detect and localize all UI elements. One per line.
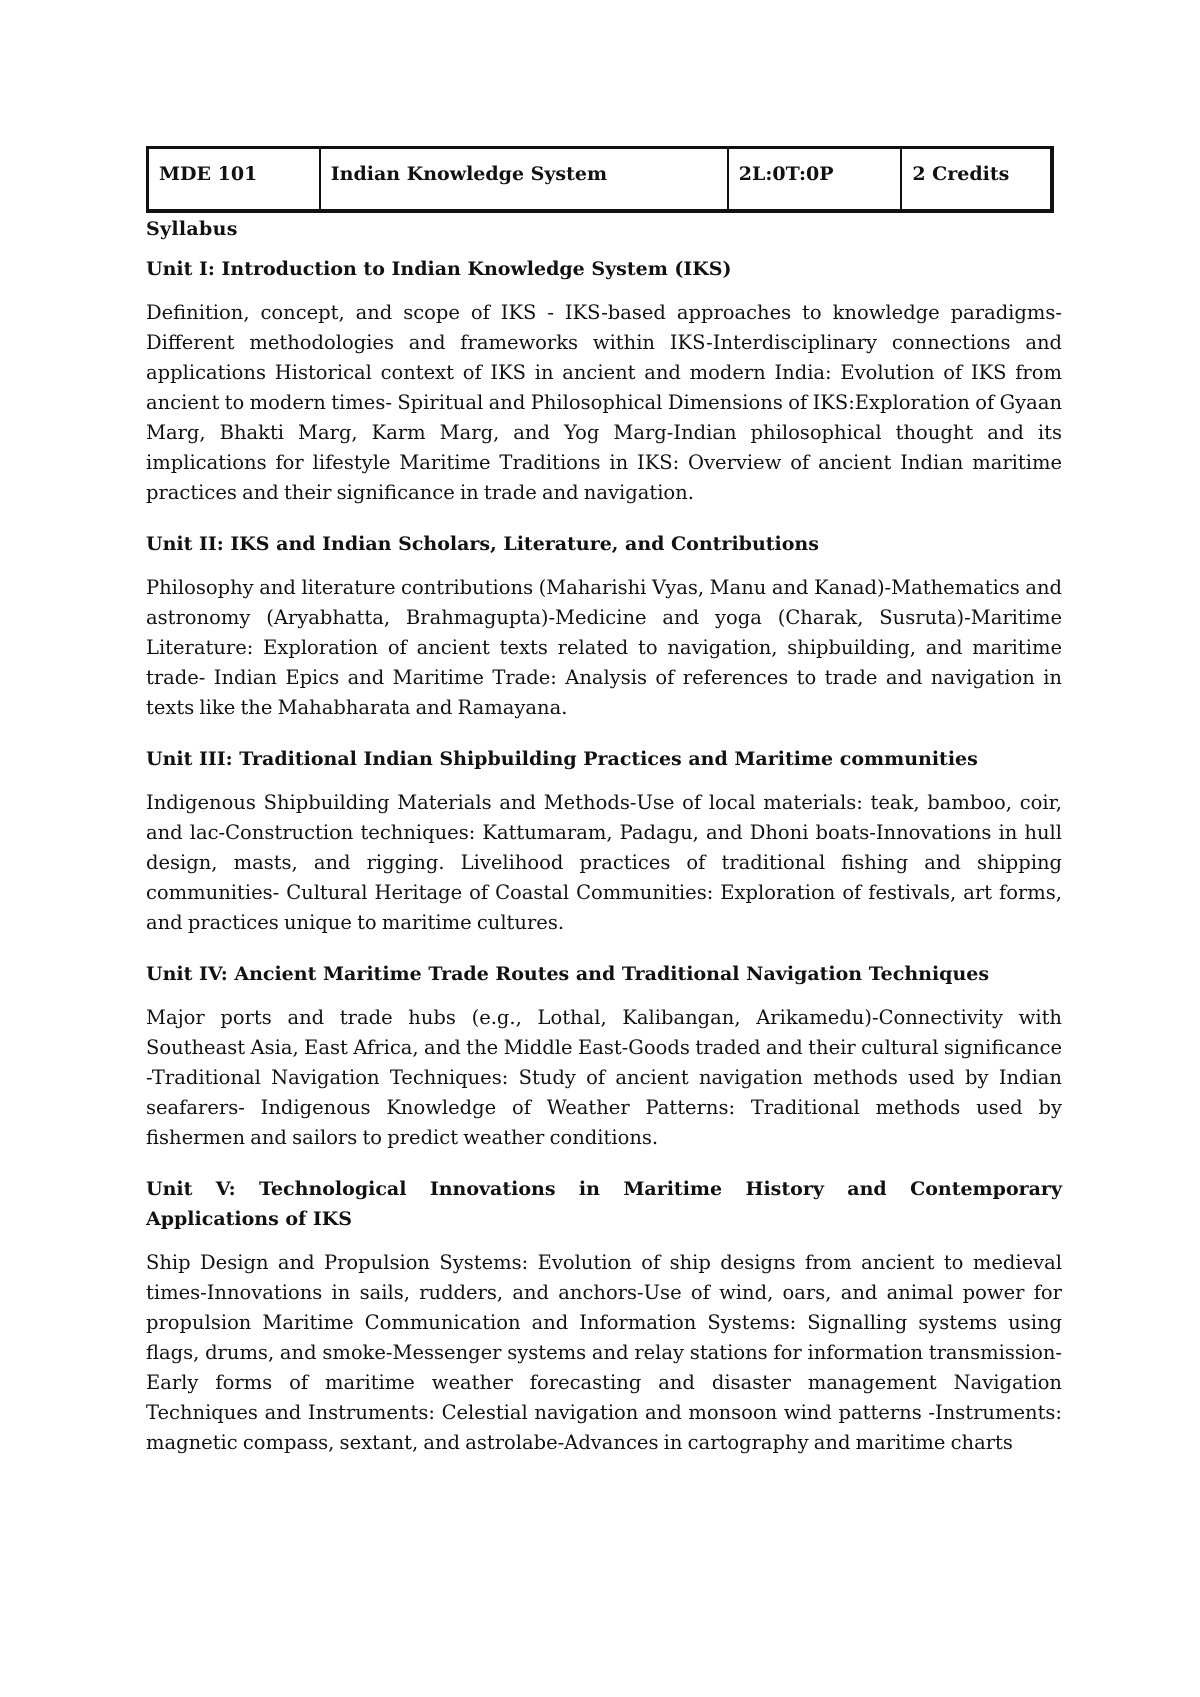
unit-4-body: Major ports and trade hubs (e.g., Lothal, Kalibangan, Arikamedu)-Connectivity with Southeast Asia, East Africa, and the Middle East-Goods traded and their cultural significance -Traditional Navigation Techniques: Study of ancient navigation methods used by Indian seafarers- Indigenous Knowledge of Weather Patterns: Traditional methods used by fishermen and sailors to predict weather conditions. [146, 1005, 1062, 1149]
course-ltp: 2L:0T:0P [728, 148, 902, 211]
unit-3-body: Indigenous Shipbuilding Materials and Methods-Use of local materials: teak, bamboo, coir, and lac-Construction techniques: Kattumaram, Padagu, and Dhoni boats-Innovations in hull design, masts, and rigging. Livelihood practices of traditional fishing and shipping communities- Cultural Heritage of Coastal Communities: Exploration of festivals, art forms, and practices unique to maritime cultures. [146, 790, 1062, 934]
unit-2-body: Philosophy and literature contributions (Maharishi Vyas, Manu and Kanad)-Mathematics and astronomy (Aryabhatta, Brahmagupta)-Medicine and yoga (Charak, Susruta)-Maritime Literature: Exploration of ancient texts related to navigation, shipbuilding, and maritime trade- Indian Epics and Maritime Trade: Analysis of references to trade and navigation in texts like the Mahabharata and Ramayana. [146, 575, 1062, 719]
unit-1-heading: Unit I: Introduction to Indian Knowledge System (IKS) [146, 257, 732, 280]
unit-1-body: Definition, concept, and scope of IKS - IKS-based approaches to knowledge paradigms-Different methodologies and frameworks within IKS-Interdisciplinary connections and applications Historical context of IKS in ancient and modern India: Evolution of IKS from ancient to modern times- Spiritual and Philosophical Dimensions of IKS:Exploration of Gyaan Marg, Bhakti Marg, Karm Marg, and Yog Marg-Indian philosophical thought and its implications for lifestyle Maritime Traditions in IKS: Overview of ancient Indian maritime practices and their significance in trade and navigation. [146, 300, 1062, 504]
unit-2-heading: Unit II: IKS and Indian Scholars, Literature, and Contributions [146, 532, 819, 555]
syllabus-heading: Syllabus [146, 217, 238, 240]
document-page [146, 146, 1062, 1458]
course-title: Indian Knowledge System [320, 148, 728, 211]
course-info-table [146, 146, 1054, 213]
unit-5-body: Ship Design and Propulsion Systems: Evolution of ship designs from ancient to medieval times-Innovations in sails, rudders, and anchors-Use of wind, oars, and animal power for propulsion Maritime Communication and Information Systems: Signalling systems using flags, drums, and smoke-Messenger systems and relay stations for information transmission-Early forms of maritime weather forecasting and disaster management Navigation Techniques and Instruments: Celestial navigation and monsoon wind patterns -Instruments: magnetic compass, sextant, and astrolabe-Advances in cartography and maritime charts [146, 1250, 1062, 1454]
course-credits: 2 Credits [901, 148, 1052, 211]
unit-5-heading: Unit V: Technological Innovations in Maritime History and Contemporary Applications of IKS [146, 1177, 1062, 1230]
course-info-row [148, 148, 1053, 211]
unit-4-heading: Unit IV: Ancient Maritime Trade Routes and Traditional Navigation Techniques [146, 962, 990, 985]
unit-3-heading: Unit III: Traditional Indian Shipbuilding Practices and Maritime communities [146, 747, 978, 770]
course-code: MDE 101 [148, 148, 320, 211]
